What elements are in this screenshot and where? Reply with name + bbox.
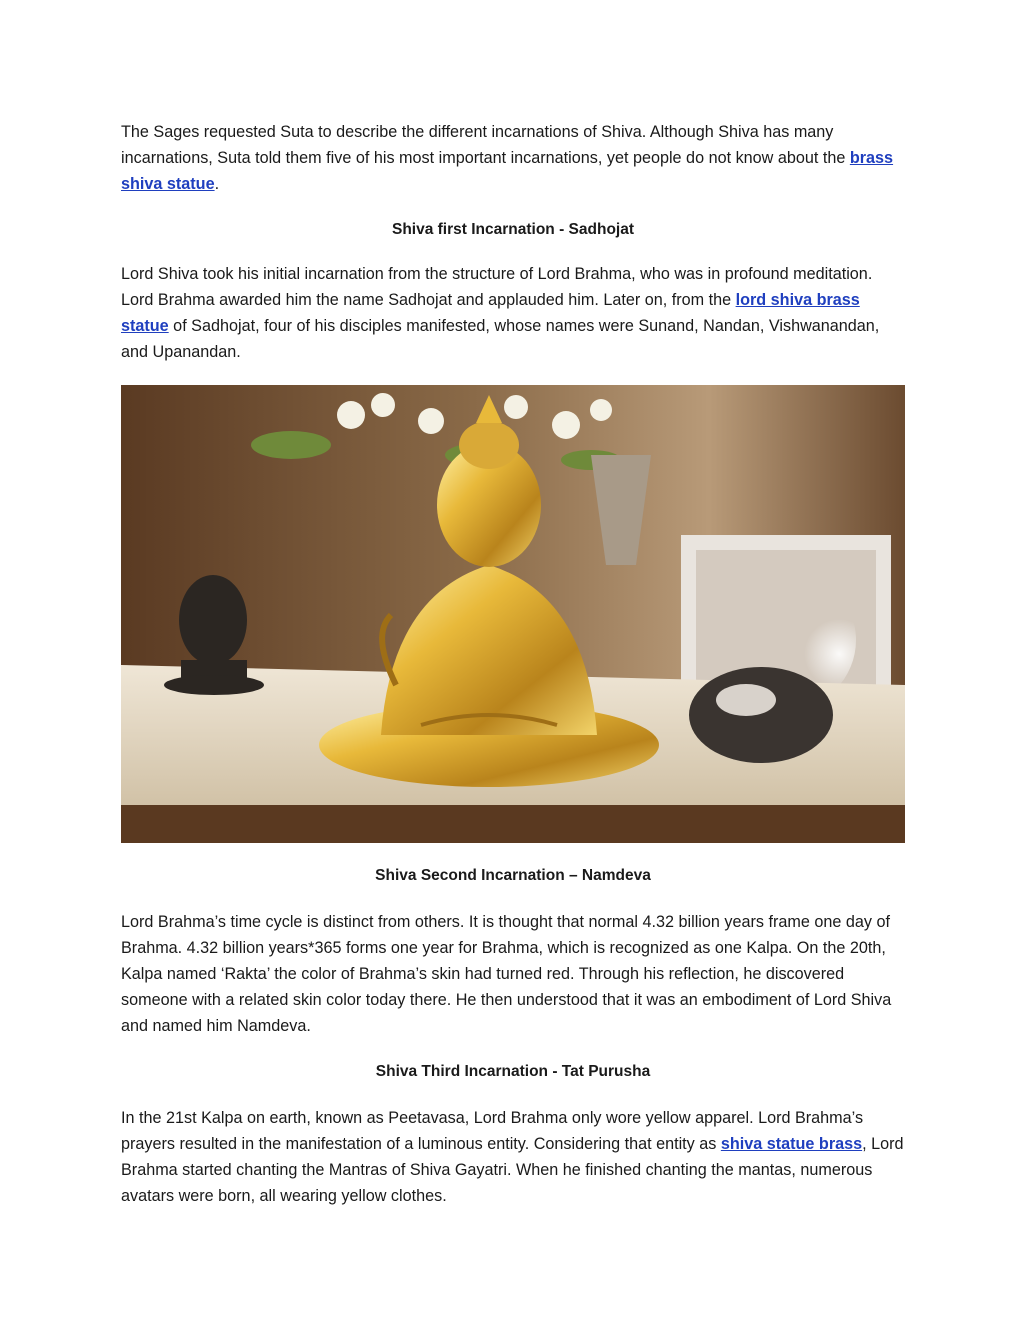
heading-third-incarnation: Shiva Third Incarnation - Tat Purusha	[375, 1063, 651, 1080]
lord-shiva-brass-statue-link[interactable]: lord shiva brass statue	[121, 291, 860, 335]
sadhojat-paragraph	[121, 261, 905, 365]
brass-shiva-statue-link[interactable]: brass shiva statue	[121, 149, 894, 193]
tat-purusha-paragraph	[121, 1105, 905, 1209]
brass-buddha-statue-photo	[121, 385, 905, 843]
intro-text: The Sages requested Suta to describe the different incarnations of Shiva. Although Shiva has many incarnations, Suta told them five of his most important incarnations, yet people do not know about the	[121, 123, 850, 167]
tat-purusha-text: In the 21st Kalpa on earth, known as Peetavasa, Lord Brahma only wore yellow apparel. Lord Brahma’s prayers resulted in the manifestation of a luminous entity. Considering that entity as	[121, 1109, 864, 1153]
tat-purusha-text-end: , Lord Brahma started chanting the Mantras of Shiva Gayatri. When he finished chanting the mantas, numerous avatars were born, all wearing yellow clothes.	[121, 1135, 904, 1205]
sadhojat-text-end: of Sadhojat, four of his disciples manifested, whose names were Sunand, Nandan, Vishwanandan, and Upanandan.	[121, 317, 880, 361]
intro-text-end: .	[214, 175, 220, 193]
shiva-statue-brass-link[interactable]: shiva statue brass	[720, 1135, 863, 1153]
document-page	[121, 119, 905, 1209]
intro-paragraph	[121, 119, 905, 197]
sadhojat-text: Lord Shiva took his initial incarnation from the structure of Lord Brahma, who was in profound meditation. Lord Brahma awarded him the name Sadhojat and applauded him. Later on, from the	[121, 265, 873, 309]
heading-first-incarnation: Shiva first Incarnation - Sadhojat	[391, 221, 634, 238]
namdeva-paragraph: Lord Brahma’s time cycle is distinct from others. It is thought that normal 4.32 billion years frame one day of Brahma. 4.32 billion years*365 forms one year for Brahma, which is recognized as one Kalpa. On the 20th, Kalpa named ‘Rakta’ the color of Brahma’s skin had turned red. Through his reflection, he discovered someone with a related skin color today there. He then understood that it was an embodiment of Lord Shiva and named him Namdeva.	[121, 913, 892, 1035]
heading-second-incarnation: Shiva Second Incarnation – Namdeva	[375, 867, 651, 884]
